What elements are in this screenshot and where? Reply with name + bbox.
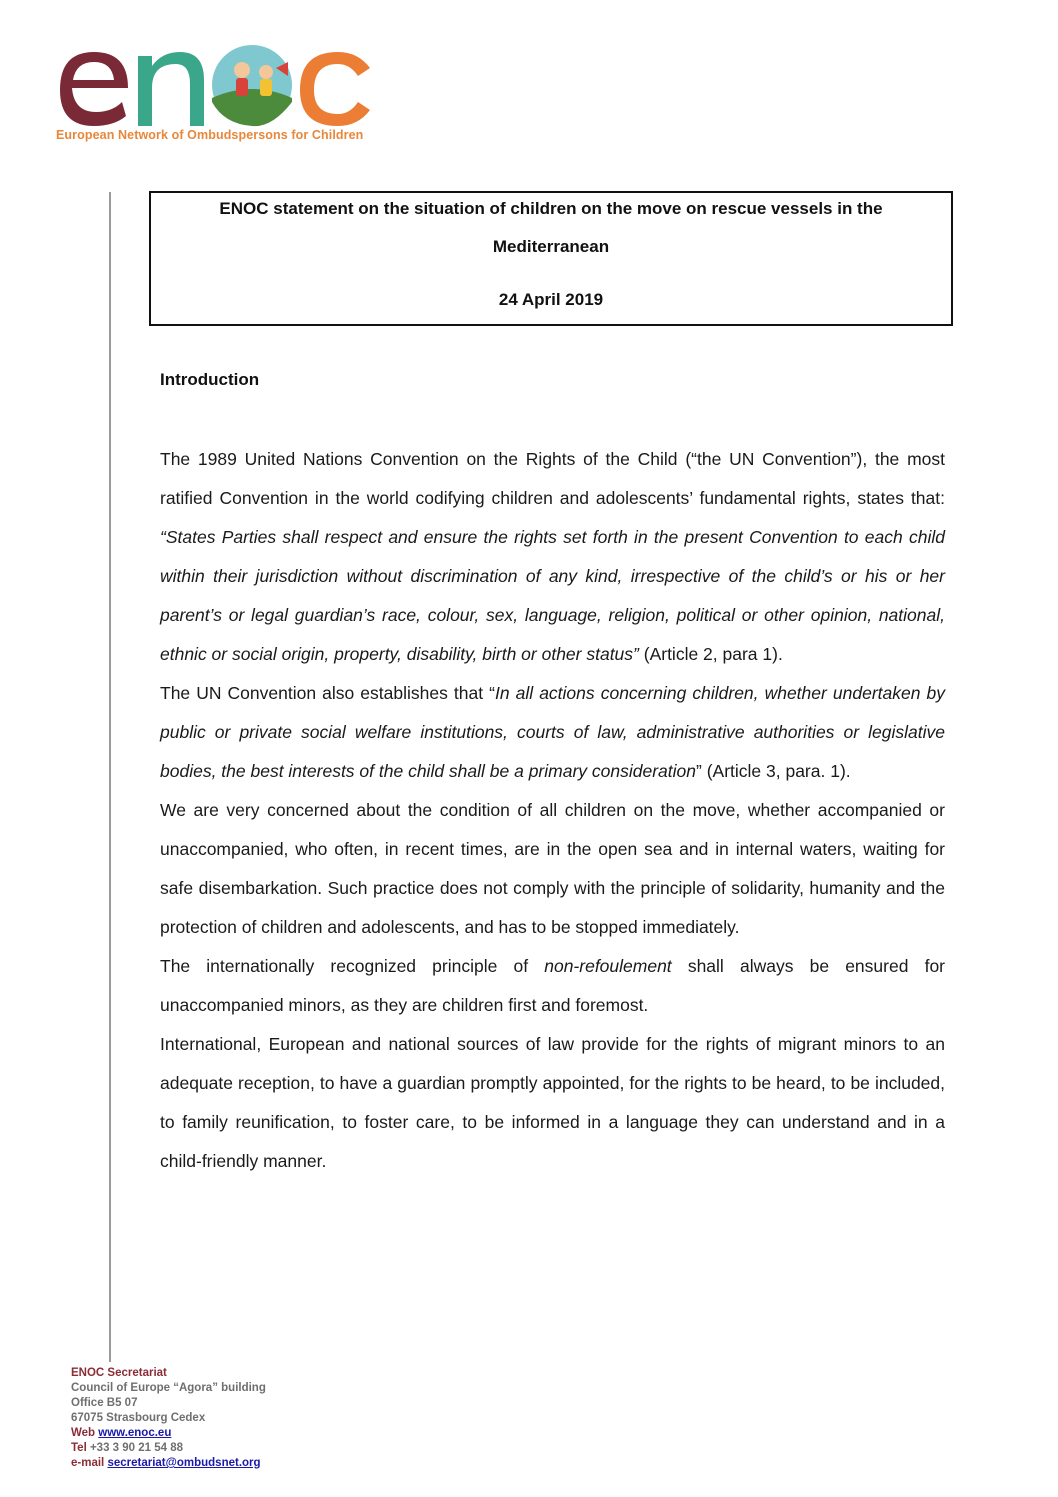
footer-address bbox=[71, 1366, 266, 1471]
footer-tel: +33 3 90 21 54 88 bbox=[89, 1442, 184, 1454]
footer-org: ENOC Secretariat bbox=[71, 1367, 167, 1379]
footer-web-row bbox=[71, 1426, 266, 1441]
section-heading: Introduction bbox=[160, 370, 260, 389]
paragraph-text: The UN Convention also establishes that “ bbox=[160, 683, 495, 703]
margin-rule bbox=[109, 192, 111, 1362]
paragraph bbox=[160, 947, 945, 1025]
paragraph-text: The 1989 United Nations Convention on the Rights of the Child (“the UN Convention”), the most ratified Convention in the world codifying children and adolescents’ fundamental rights, states that: bbox=[160, 449, 945, 508]
title-line-2: Mediterranean bbox=[492, 237, 610, 256]
title-box bbox=[149, 191, 953, 326]
body-text bbox=[160, 440, 945, 1181]
title-date: 24 April 2019 bbox=[498, 290, 604, 309]
footer-email-row bbox=[71, 1456, 266, 1471]
footer-office: Office B5 07 bbox=[71, 1397, 138, 1409]
footer-web-label: Web bbox=[71, 1427, 96, 1439]
footer-email-link[interactable]: secretariat@ombudsnet.org bbox=[107, 1457, 261, 1469]
enoc-wordmark-logo bbox=[52, 40, 382, 130]
logo-subtitle: European Network of Ombudspersons for Children bbox=[56, 128, 364, 142]
paragraph bbox=[160, 674, 945, 791]
footer-tel-row bbox=[71, 1441, 266, 1456]
enoc-logo bbox=[52, 40, 392, 152]
paragraph-text: The internationally recognized principle of bbox=[160, 956, 545, 976]
quotation: In all actions concerning children, whether undertaken by public or private social welfare institutions, courts of law, administrative authorities or legislative bodies, the best interests of the child shall be a primary consideration bbox=[160, 683, 946, 781]
citation: (Article 2, para 1). bbox=[638, 644, 783, 664]
footer-email-label: e-mail bbox=[71, 1457, 105, 1469]
paragraph-text: shall always be ensured for unaccompanied minors, as they are children first and foremost. bbox=[160, 956, 946, 1015]
citation: ” (Article 3, para. 1). bbox=[696, 761, 851, 781]
paragraph bbox=[160, 1025, 945, 1181]
footer-tel-label: Tel bbox=[71, 1442, 87, 1454]
paragraph bbox=[160, 440, 945, 674]
footer-city: 67075 Strasbourg Cedex bbox=[71, 1412, 206, 1424]
title-line-1: ENOC statement on the situation of children on the move on rescue vessels in the bbox=[219, 199, 883, 218]
footer-building: Council of Europe “Agora” building bbox=[71, 1382, 266, 1394]
paragraph-text: We are very concerned about the condition of all children on the move, whether accompanied or unaccompanied, who often, in recent times, are in the open sea and in internal waters, waiting for safe disembarkation. Such practice does not comply with the principle of solidarity, humanity and the protection of children and adolescents, and has to be stopped immediately. bbox=[160, 800, 945, 937]
paragraph bbox=[160, 791, 945, 947]
emphasis: non-refoulement bbox=[544, 956, 672, 976]
footer-web-link[interactable]: www.enoc.eu bbox=[98, 1427, 172, 1439]
quotation: “States Parties shall respect and ensure the rights set forth in the present Convention to each child within their jurisdiction without discrimination of any kind, irrespective of the child’s or his or her parent’s or legal guardian’s race, colour, sex, language, religion, political or other opinion, national, ethnic or social origin, property, disability, birth or other status” bbox=[160, 527, 945, 664]
paragraph-text: International, European and national sources of law provide for the rights of migrant minors to an adequate reception, to have a guardian promptly appointed, for the rights to be heard, to be included, to family reunification, to foster care, to be informed in a language they can understand and in a child-friendly manner. bbox=[160, 1034, 945, 1171]
